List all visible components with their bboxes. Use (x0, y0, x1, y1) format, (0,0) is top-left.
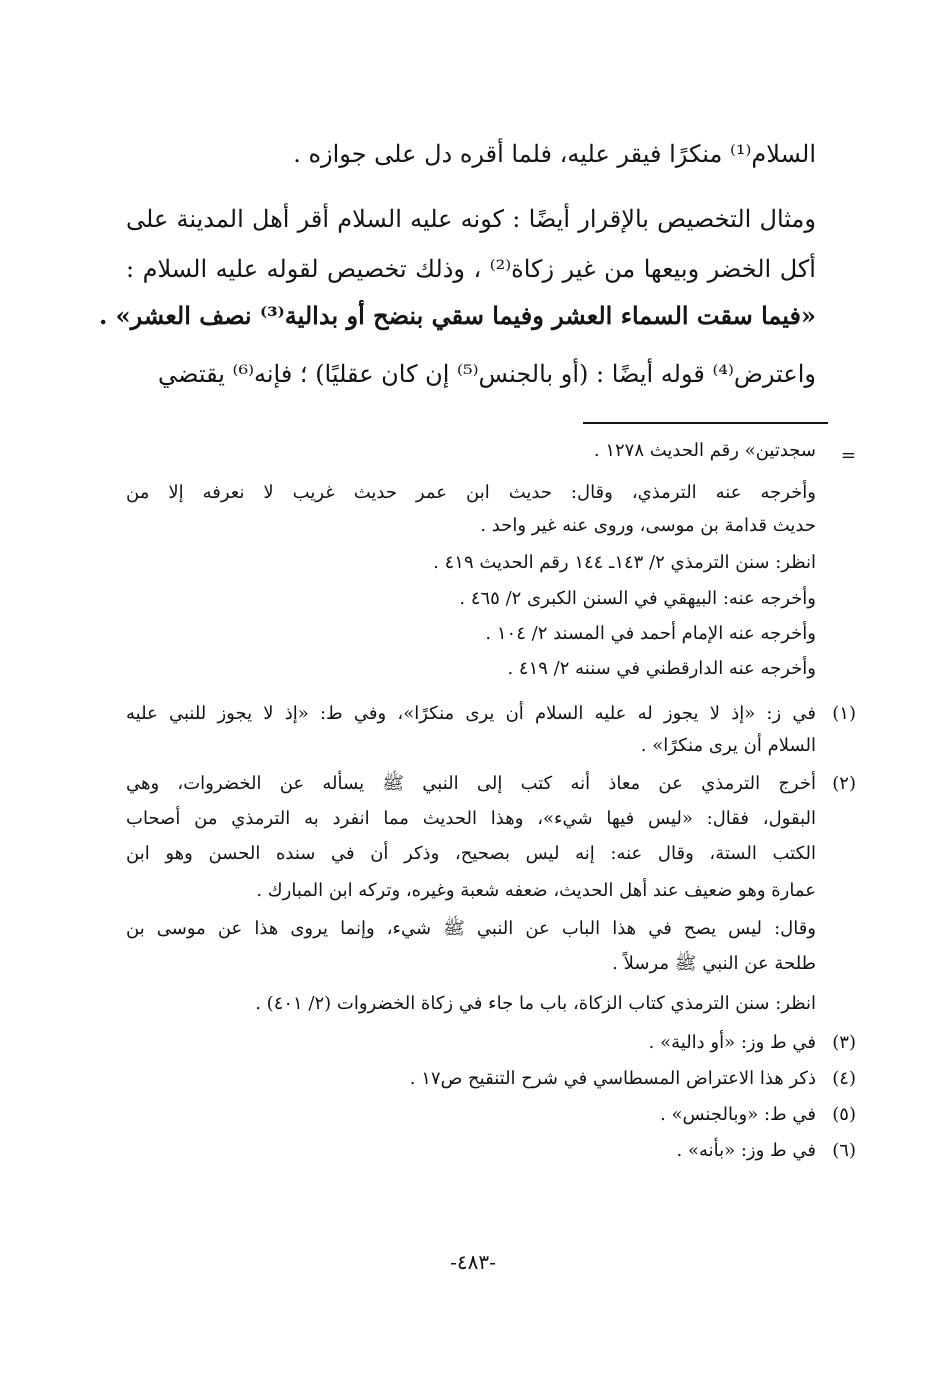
footnote-line: في ط: «وبالجنس» . (660, 1104, 816, 1125)
footnote-number-1: (١) (832, 703, 856, 724)
body-line-5: واعترض⁽⁴⁾ قوله أيضًا : (أو بالجنس⁽⁵⁾ إن كان عقليًا) ؛ فإنه⁽⁶⁾ يقتضي (158, 360, 816, 388)
footnote-line: وأخرجه عنه الدارقطني في سننه ٢/ ٤١٩ . (507, 658, 816, 679)
footnote-line: في ط وز: «أو دالية» . (648, 1032, 816, 1053)
footnote-line: حديث قدامة بن موسى، وروى عنه غير واحد . (480, 515, 816, 536)
page-number: -٤٨٣- (450, 1250, 496, 1274)
footnote-continuation-marker: = (840, 445, 856, 466)
footnote-line: عمارة وهو ضعيف عند أهل الحديث، ضعفه شعبة وغيره، وتركه ابن المبارك . (256, 880, 816, 901)
footnote-line: ذكر هذا الاعتراض المسطاسي في شرح التنقيح ص١٧ . (409, 1068, 816, 1089)
footnote-separator (583, 422, 828, 424)
footnote-number-6: (٦) (832, 1140, 856, 1161)
footnote-line: السلام أن يرى منكرًا» . (640, 735, 816, 756)
body-line-3: أكل الخضر وبيعها من غير زكاة⁽²⁾ ، وذلك تخصيص لقوله عليه السلام : (126, 255, 816, 283)
body-line-2: ومثال التخصيص بالإقرار أيضًا : كونه عليه السلام أقر أهل المدينة على (126, 205, 816, 233)
footnote-line: انظر: سنن الترمذي كتاب الزكاة، باب ما جاء في زكاة الخضروات (٢/ ٤٠١) . (255, 993, 816, 1014)
body-line-1: السلام⁽¹⁾ منكرًا فيقر عليه، فلما أقره دل على جوازه . (293, 140, 816, 168)
footnote-line: وأخرجه عنه: البيهقي في السنن الكبرى ٢/ ٤٦٥ . (459, 588, 816, 609)
footnote-line: سجدتين» رقم الحديث ١٢٧٨ . (593, 440, 816, 461)
footnote-line: وقال: ليس يصح في هذا الباب عن النبي ﷺ شيء، وإنما يروى هذا عن موسى بن (126, 918, 816, 939)
footnote-line: طلحة عن النبي ﷺ مرسلاً . (612, 953, 816, 974)
footnote-line: أخرج الترمذي عن معاذ أنه كتب إلى النبي ﷺ يسأله عن الخضروات، وهي (126, 773, 816, 794)
footnote-line: انظر: سنن الترمذي ٢/ ١٤٣ـ ١٤٤ رقم الحديث ٤١٩ . (433, 552, 816, 573)
footnote-number-2: (٢) (832, 773, 856, 794)
footnote-number-5: (٥) (832, 1104, 856, 1125)
footnote-line: الكتب الستة، وقال عنه: إنه ليس بصحيح، وذكر أن في سنده الحسن وهو ابن (126, 843, 816, 864)
footnote-line: وأخرجه عنه الترمذي، وقال: حديث ابن عمر حديث غريب لا نعرفه إلا من (126, 482, 816, 503)
footnote-line: في ز: «إذ لا يجوز له عليه السلام أن يرى منكرًا»، وفي ط: «إذ لا يجوز للنبي عليه (126, 703, 816, 724)
footnote-line: في ط وز: «بأنه» . (676, 1140, 816, 1161)
footnote-number-4: (٤) (832, 1068, 856, 1089)
footnote-number-3: (٣) (832, 1032, 856, 1053)
footnote-line: البقول، فقال: «ليس فيها شيء»، وهذا الحديث مما انفرد به الترمذي من أصحاب (126, 808, 816, 829)
footnote-line: وأخرجه عنه الإمام أحمد في المسند ٢/ ١٠٤ . (485, 623, 816, 644)
body-line-4: «فيما سقت السماء العشر وفيما سقي بنضح أو بدالية⁽³⁾ نصف العشر» . (98, 301, 816, 330)
